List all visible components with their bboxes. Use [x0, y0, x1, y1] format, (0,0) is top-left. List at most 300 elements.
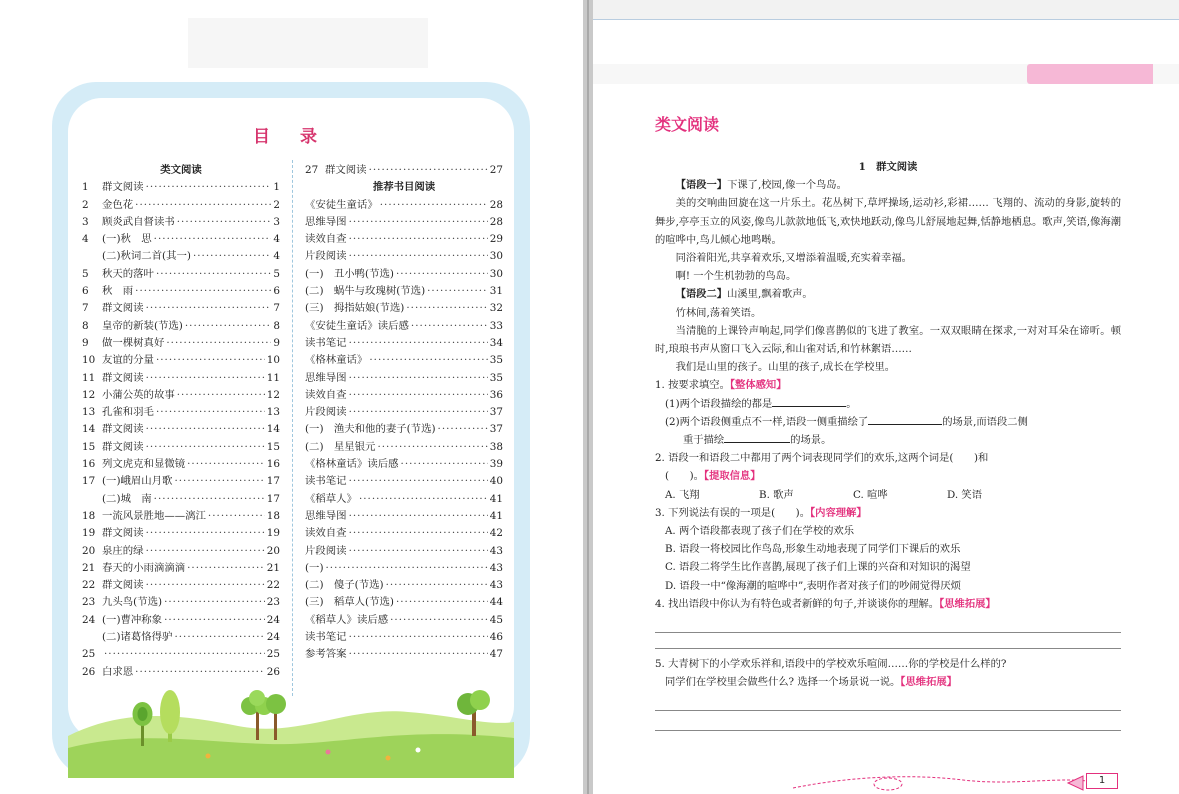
toc-entry-title: (一)峨眉山月歌: [102, 475, 173, 488]
question-1b: [655, 413, 1121, 431]
toc-entry[interactable]: [82, 525, 280, 542]
toc-leader-dots: [174, 473, 264, 490]
toc-entry-title: 皇帝的新装(节选): [102, 319, 183, 332]
toc-leader-dots: [438, 421, 488, 438]
segment-one-intro: [655, 176, 1121, 194]
segment-one-first: 下课了,校园,像一个鸟岛。: [727, 179, 847, 192]
toc-entry-number: 25: [82, 648, 96, 661]
toc-entry[interactable]: [305, 629, 503, 646]
toc-entry[interactable]: [305, 577, 503, 594]
toc-entry-title: 片段阅读: [305, 544, 347, 557]
toc-entry-page: 15: [266, 440, 280, 453]
toc-entry[interactable]: [305, 491, 503, 508]
question-2: 2. 语段一和语段二中都用了两个词表现同学们的欢乐,这两个词是( )和: [655, 452, 989, 465]
toc-entry-title: 《稻草人》读后感: [305, 613, 389, 626]
answer-blank[interactable]: [868, 413, 942, 425]
toc-entry[interactable]: [305, 300, 503, 317]
toc-entry-number: 13: [82, 406, 96, 419]
toc-entry-title: 读效自查: [305, 527, 347, 540]
toc-entry[interactable]: [305, 456, 503, 473]
toc-entry-title: 《安徒生童话》读后感: [305, 319, 409, 332]
section-title: 类文阅读: [655, 115, 720, 134]
toc-entry-page: 18: [266, 509, 280, 522]
toc-entry[interactable]: [305, 370, 503, 387]
toc-leader-dots: [349, 525, 488, 542]
toc-leader-dots: [164, 612, 265, 629]
toc-entry-number: 26: [82, 665, 96, 678]
answer-line[interactable]: [655, 613, 1121, 633]
toc-leader-dots: [177, 214, 272, 231]
toc-entry-page: 4: [273, 233, 280, 246]
paragraph: 啊! 一个生机勃勃的鸟岛。: [675, 270, 797, 283]
question-1: [655, 376, 1121, 394]
toc-leader-dots: [135, 283, 271, 300]
toc-entry[interactable]: [305, 473, 503, 490]
toc-leader-dots: [349, 231, 488, 248]
toc-entry-title: 孔雀和羽毛: [102, 406, 154, 419]
toc-entry-number: 6: [82, 285, 89, 298]
question-2-tag: 【提取信息】: [703, 470, 761, 483]
answer-line[interactable]: [655, 633, 1121, 649]
toc-entry[interactable]: [82, 646, 280, 663]
toc-entry[interactable]: [305, 612, 503, 629]
toc-leader-dots: [146, 525, 265, 542]
toc-entry-page: 6: [273, 285, 280, 298]
toc-entry[interactable]: [82, 629, 280, 646]
toc-leader-dots: [174, 629, 264, 646]
toc-entry-title: 《格林童话》读后感: [305, 458, 399, 471]
toc-leader-dots: [146, 543, 265, 560]
toc-entry-page: 1: [273, 181, 280, 194]
question-1a-text: (1)两个语段描绘的都是: [665, 397, 773, 410]
toc-leader-dots: [185, 318, 272, 335]
toc-leader-dots: [396, 594, 488, 611]
toc-leader-dots: [349, 387, 488, 404]
paragraph: 同浴着阳光,共享着欢乐,又增添着温暖,充实着幸福。: [675, 252, 912, 265]
toc-entry[interactable]: [82, 664, 280, 681]
toc-entry-number: 3: [82, 215, 89, 228]
toc-entry-number: 27: [305, 164, 319, 176]
option-d[interactable]: D. 笑语: [947, 488, 983, 501]
toc-entry[interactable]: [82, 404, 280, 421]
toc-leader-dots: [146, 300, 272, 317]
toc-leader-dots: [349, 508, 488, 525]
toc-entry[interactable]: [305, 352, 503, 369]
toc-entry[interactable]: [305, 197, 503, 214]
toc-entry-page: 13: [266, 406, 280, 419]
question-4-tag: 【思维拓展】: [939, 597, 996, 610]
option-c[interactable]: C. 语段二将学生比作喜鹊,展现了孩子们上课的兴奋和对知识的渴望: [665, 561, 971, 574]
toc-entry-title: 读效自查: [305, 388, 347, 401]
toc-entry-title: 思维导图: [305, 215, 347, 228]
toc-entry-title: (二)城 南: [102, 492, 152, 505]
toc-entry-number: [82, 248, 102, 265]
toc-leader-dots: [146, 179, 272, 196]
toc-entry[interactable]: [305, 266, 503, 283]
toc-entry-page: 28: [489, 215, 503, 228]
toc-entry-title: 思维导图: [305, 509, 347, 522]
toc-entry-title: 读书笔记: [305, 475, 347, 488]
toc-entry[interactable]: [82, 318, 280, 335]
toc-entry-title: 参考答案: [305, 648, 347, 661]
toc-leader-dots: [377, 439, 487, 456]
toc-entry-number: 7: [82, 302, 89, 315]
flower-icon: [386, 756, 391, 761]
toc-entry-title: 秋天的落叶: [102, 267, 154, 280]
toc-entry-page: 3: [273, 215, 280, 228]
toc-entry-title: (二)秋词二首(其一): [102, 250, 191, 263]
toc-leader-dots: [349, 646, 488, 663]
toc-entry-title: 群文阅读: [102, 579, 144, 592]
toc-entry-title: 白求恩: [102, 665, 134, 678]
toc-leader-dots: [156, 352, 265, 369]
segment-two-label: 【语段二】: [675, 288, 728, 301]
toc-title: 目 录: [253, 127, 329, 147]
toc-entry-title: 群文阅读: [102, 423, 144, 436]
toc-leader-dots: [164, 594, 265, 611]
toc-leader-dots: [396, 266, 488, 283]
toc-entry[interactable]: [305, 214, 503, 231]
toc-entry-title: (二) 蜗牛与玫瑰树(节选): [305, 285, 426, 298]
toc-leader-dots: [154, 491, 265, 508]
question-1-tag: 【整体感知】: [729, 379, 787, 392]
flower-icon: [416, 748, 421, 753]
toc-entry[interactable]: [305, 439, 503, 456]
toc-entry-page: 36: [489, 388, 503, 401]
toc-entry-number: 8: [82, 319, 89, 332]
question-5-tag: 【思维拓展】: [900, 676, 957, 689]
toc-entry-page: 43: [489, 561, 503, 574]
question-4-text: 4. 找出语段中你认为有特色或者新鲜的句子,并谈谈你的理解。: [655, 597, 940, 610]
toc-leader-dots: [349, 214, 488, 231]
option-a[interactable]: A. 两个语段都表现了孩子们在学校的欢乐: [665, 525, 855, 538]
toc-entry-number: 19: [82, 527, 96, 540]
toc-entry[interactable]: [82, 421, 280, 438]
toc-entry[interactable]: [305, 404, 503, 421]
question-1b-text2: 重于描绘: [683, 434, 725, 447]
toc-entry-title: (一)秋 思: [102, 233, 152, 246]
toc-entry-title: (三) 拇指姑娘(节选): [305, 302, 405, 315]
toc-leader-dots: [349, 404, 488, 421]
toc-entry-page: 8: [273, 319, 280, 332]
toc-entry-page: 43: [489, 579, 503, 592]
toc-entry[interactable]: [82, 214, 280, 231]
toc-leader-dots: [208, 508, 265, 525]
toc-entry[interactable]: [82, 335, 280, 352]
question-2-options: [655, 486, 1121, 504]
option-d[interactable]: D. 语段一中“像海潮的喧哗中”,表明作者对孩子们的吵闹觉得厌烦: [665, 579, 961, 592]
toc-leader-dots: [156, 404, 265, 421]
toc-entry-page: 30: [489, 250, 503, 263]
paragraph: 当清脆的上课铃声响起,同学们像喜鹊似的飞进了教室。一双双眼睛在探求,一对对耳朵在谛听。顿时,琅琅书声从窗口飞入云际,和山雀对话,和竹林絮语……: [655, 324, 1121, 356]
toc-leader-dots: [154, 231, 272, 248]
page-number-box: [1086, 773, 1118, 789]
toc-entry-page: 31: [489, 285, 503, 298]
toc-entry-page: 29: [489, 233, 503, 246]
article-title: 1 群文阅读: [858, 161, 918, 173]
toc-entry-title: (一) 渔夫和他的妻子(节选): [305, 423, 436, 436]
toc-leader-dots: [146, 439, 265, 456]
toc-entry[interactable]: [305, 283, 503, 300]
toc-entry-page: 41: [489, 509, 503, 522]
toc-entry-page: 24: [266, 613, 280, 626]
toc-entry-page: 39: [489, 458, 503, 471]
toc-entry-title: 《格林童话》: [305, 354, 368, 367]
arrow-left-icon: [1068, 776, 1083, 790]
toc-entry-title: 春天的小雨滴滴滴: [102, 561, 186, 574]
question-3-text: 3. 下列说法有误的一项是( )。: [655, 506, 810, 519]
toc-entry-title: 九头鸟(节选): [102, 596, 163, 609]
question-1a-end: 。: [846, 397, 857, 410]
toc-entry[interactable]: [82, 543, 280, 560]
toc-entry-page: 45: [489, 613, 503, 626]
toc-entry-number: [82, 629, 102, 646]
toc-leader-dots: [406, 300, 487, 317]
toc-entry-title: 《安徒生童话》: [305, 198, 378, 211]
toc-entry[interactable]: [82, 352, 280, 369]
paragraph: 美的交响曲回旋在这一片乐土。花丛树下,草坪操场,运动衫,彩裙…… 飞翔的、流动的身影,旋转的舞步,亭亭玉立的风姿,像鸟儿款款地低飞,欢快地跃动,像鸟儿舒展地起舞,恬静地栖息。歌声,笑语,像海潮的喧哗中,鸟儿倾心地鸣啭。: [655, 197, 1121, 246]
toc-entry[interactable]: [305, 421, 503, 438]
toc-leader-dots: [166, 335, 271, 352]
toc-entry-title: 一流风景胜地——漓江: [102, 509, 206, 522]
exercise-page: [593, 0, 1179, 794]
toc-entry-page: 5: [273, 267, 280, 280]
toc-entry-title: 秋 雨: [102, 285, 134, 298]
toc-entry[interactable]: [82, 491, 280, 508]
toc-entry-page: 35: [489, 371, 503, 384]
question-3: [655, 504, 1121, 522]
toc-entry-number: 24: [82, 613, 96, 626]
toc-entry[interactable]: [82, 456, 280, 473]
toc-entry-number: 14: [82, 423, 96, 436]
toc-leader-dots: [146, 421, 265, 438]
toc-entry[interactable]: [305, 335, 503, 352]
toc-entry-page: 10: [266, 354, 280, 367]
page-top-strip: [593, 0, 1179, 20]
toc-section-heading: 推荐书目阅读: [372, 181, 436, 194]
toc-leader-dots: [349, 543, 488, 560]
toc-leader-dots: [369, 352, 487, 369]
toc-entry-page: 14: [266, 423, 280, 436]
toc-entry-page: 38: [489, 440, 503, 453]
toc-entry-title: 友谊的分量: [102, 354, 154, 367]
toc-entry-title: 读书笔记: [305, 336, 347, 349]
toc-entry-title: 读书笔记: [305, 631, 347, 644]
toc-entry[interactable]: [82, 266, 280, 283]
segment-two-intro: [655, 285, 1121, 303]
toc-entry-title: (一)曹冲称象: [102, 613, 163, 626]
toc-entry[interactable]: [82, 283, 280, 300]
toc-entry-page: 17: [266, 475, 280, 488]
toc-entry[interactable]: [305, 525, 503, 542]
question-4: [655, 595, 1121, 613]
toc-leader-dots: [386, 577, 488, 594]
toc-entry-page: 33: [489, 319, 503, 332]
toc-entry[interactable]: [305, 560, 503, 577]
toc-entry[interactable]: [305, 231, 503, 248]
toc-entry[interactable]: [82, 179, 280, 196]
toc-entry-title: 思维导图: [305, 371, 347, 384]
toc-leader-dots: [104, 646, 265, 663]
answer-line[interactable]: [655, 691, 1121, 711]
toc-entry-page: 11: [266, 371, 280, 384]
toc-entry-title: 泉庄的绿: [102, 544, 144, 557]
toc-entry-number: 20: [82, 544, 96, 557]
toc-entry-number: 15: [82, 440, 96, 453]
toc-leader-dots: [146, 577, 265, 594]
toc-entry[interactable]: [82, 231, 280, 248]
question-1a: [655, 395, 1121, 413]
toc-entry[interactable]: [82, 248, 280, 265]
toc-leader-dots: [187, 560, 265, 577]
toc-entry-title: 片段阅读: [305, 250, 347, 263]
toc-leader-dots: [401, 456, 488, 473]
option-c[interactable]: C. 喧哗: [853, 488, 888, 501]
toc-entry[interactable]: [82, 612, 280, 629]
toc-leader-dots: [177, 387, 265, 404]
toc-entry-number: 4: [82, 233, 89, 246]
toc-leader-dots: [349, 473, 488, 490]
toc-entry-number: 10: [82, 354, 96, 367]
toc-entry[interactable]: [305, 318, 503, 335]
toc-leader-dots: [411, 318, 488, 335]
segment-one-label: 【语段一】: [675, 179, 728, 192]
toc-leader-dots: [349, 248, 488, 265]
toc-leader-dots: [156, 266, 271, 283]
answer-blank[interactable]: [772, 395, 846, 407]
toc-entry-number: 1: [82, 181, 89, 194]
toc-entry-title: 群文阅读: [102, 302, 144, 315]
toc-entry-title: 顾炎武自督读书: [102, 215, 175, 228]
toc-entry[interactable]: [305, 594, 503, 611]
toc-entry-number: 12: [82, 388, 96, 401]
toc-entry-title: 片段阅读: [305, 406, 347, 419]
toc-entry[interactable]: [82, 594, 280, 611]
toc-entry-page: 34: [489, 336, 503, 349]
toc-entry[interactable]: [305, 543, 503, 560]
toc-leader-dots: [135, 197, 271, 214]
toc-entry-number: 21: [82, 561, 96, 574]
toc-entry[interactable]: [82, 300, 280, 317]
toc-entry-page: 4: [273, 250, 280, 263]
question-1-text: 1. 按要求填空。: [655, 379, 730, 392]
toc-entry-title: 读效自查: [305, 233, 347, 246]
toc-entry-number: 23: [82, 596, 96, 609]
toc-entry[interactable]: [305, 248, 503, 265]
toc-entry-title: 《稻草人》: [305, 492, 357, 505]
page-separator: [583, 0, 593, 794]
faint-placeholder-box: [188, 18, 428, 68]
toc-entry-page: 7: [273, 302, 280, 315]
toc-entry[interactable]: [82, 577, 280, 594]
toc-entry-title: 群文阅读: [102, 371, 144, 384]
toc-entry-page: 37: [489, 423, 503, 436]
toc-entry[interactable]: [82, 560, 280, 577]
toc-section-heading: 类文阅读: [160, 164, 202, 176]
question-1b-mid: 的场景,而语段二侧: [942, 415, 1028, 428]
toc-leader-dots: [326, 560, 488, 577]
toc-leader-dots: [349, 335, 488, 352]
answer-line[interactable]: [655, 711, 1121, 731]
toc-entry-page: 19: [266, 527, 280, 540]
question-3-tag: 【内容理解】: [810, 506, 867, 519]
toc-right-column: [305, 162, 503, 664]
header-tab: [1027, 64, 1153, 84]
page-number: 1: [1098, 775, 1106, 786]
toc-entry-page: 46: [489, 631, 503, 644]
toc-entry-number: 16: [82, 458, 96, 471]
toc-entry-page: 47: [489, 648, 503, 661]
toc-entry-page: 21: [266, 561, 280, 574]
toc-entry-title: 群文阅读: [325, 164, 367, 176]
toc-entry[interactable]: [305, 646, 503, 663]
toc-entry-title: (一) 丑小鸭(节选): [305, 267, 394, 280]
toc-entry-title: 金色花: [102, 198, 134, 211]
toc-entry[interactable]: [82, 439, 280, 456]
toc-entry[interactable]: [82, 473, 280, 490]
toc-entry-page: 20: [266, 544, 280, 557]
toc-entry-number: 17: [82, 475, 96, 488]
toc-entry-page: 44: [489, 596, 503, 609]
toc-entry-title: 小蒲公英的故事: [102, 388, 175, 401]
question-2-cont: [655, 467, 1121, 485]
paragraph: 竹林间,荡着笑语。: [675, 306, 762, 319]
toc-entry-title: (二) 傻子(节选): [305, 579, 384, 592]
toc-entry-page: 42: [489, 527, 503, 540]
segment-two-first: 山溪里,飘着歌声。: [727, 288, 813, 301]
answer-blank[interactable]: [724, 431, 790, 443]
question-5: 5. 大青树下的小学欢乐祥和,语段中的学校欢乐喧闹……你的学校是什么样的?: [655, 658, 1007, 671]
option-b[interactable]: B. 语段一将校园比作鸟岛,形象生动地表现了同学们下课后的欢乐: [665, 543, 961, 556]
toc-entry[interactable]: [305, 387, 503, 404]
toc-entry[interactable]: [82, 370, 280, 387]
toc-entry-number: 5: [82, 267, 89, 280]
toc-entry-title: 群文阅读: [102, 181, 144, 194]
toc-column-divider: [292, 160, 293, 696]
toc-entry-page: 23: [266, 596, 280, 609]
toc-page: [0, 0, 583, 794]
toc-leader-dots: [390, 612, 488, 629]
toc-leader-dots: [349, 370, 488, 387]
toc-entry-title: 列文虎克和显微镜: [102, 458, 186, 471]
toc-entry-number: 22: [82, 579, 96, 592]
toc-entry-page: 16: [266, 458, 280, 471]
hills-illustration: [68, 686, 514, 778]
toc-entry-page: 25: [266, 648, 280, 661]
flower-icon: [206, 754, 211, 759]
toc-entry-page: 40: [489, 475, 503, 488]
paragraph: 我们是山里的孩子。山里的孩子,成长在学校里。: [675, 361, 896, 374]
toc-leader-dots: [369, 162, 488, 179]
toc-entry[interactable]: [82, 197, 280, 214]
toc-entry-page: 37: [489, 406, 503, 419]
toc-entry-page: 2: [273, 198, 280, 211]
toc-entry[interactable]: [82, 508, 280, 525]
toc-entry-number: 18: [82, 509, 96, 522]
footer-decoration: [793, 770, 1123, 794]
toc-entry-page: 43: [489, 544, 503, 557]
toc-entry[interactable]: [82, 387, 280, 404]
toc-entry-number: 2: [82, 198, 89, 211]
toc-leader-dots: [380, 197, 488, 214]
toc-entry-page: 30: [489, 267, 503, 280]
toc-entry-title: 群文阅读: [102, 440, 144, 453]
option-a[interactable]: A. 飞翔: [665, 488, 700, 501]
toc-entry[interactable]: [305, 508, 503, 525]
option-b[interactable]: B. 歌声: [759, 488, 794, 501]
toc-entry[interactable]: [305, 162, 503, 179]
toc-leader-dots: [359, 491, 488, 508]
